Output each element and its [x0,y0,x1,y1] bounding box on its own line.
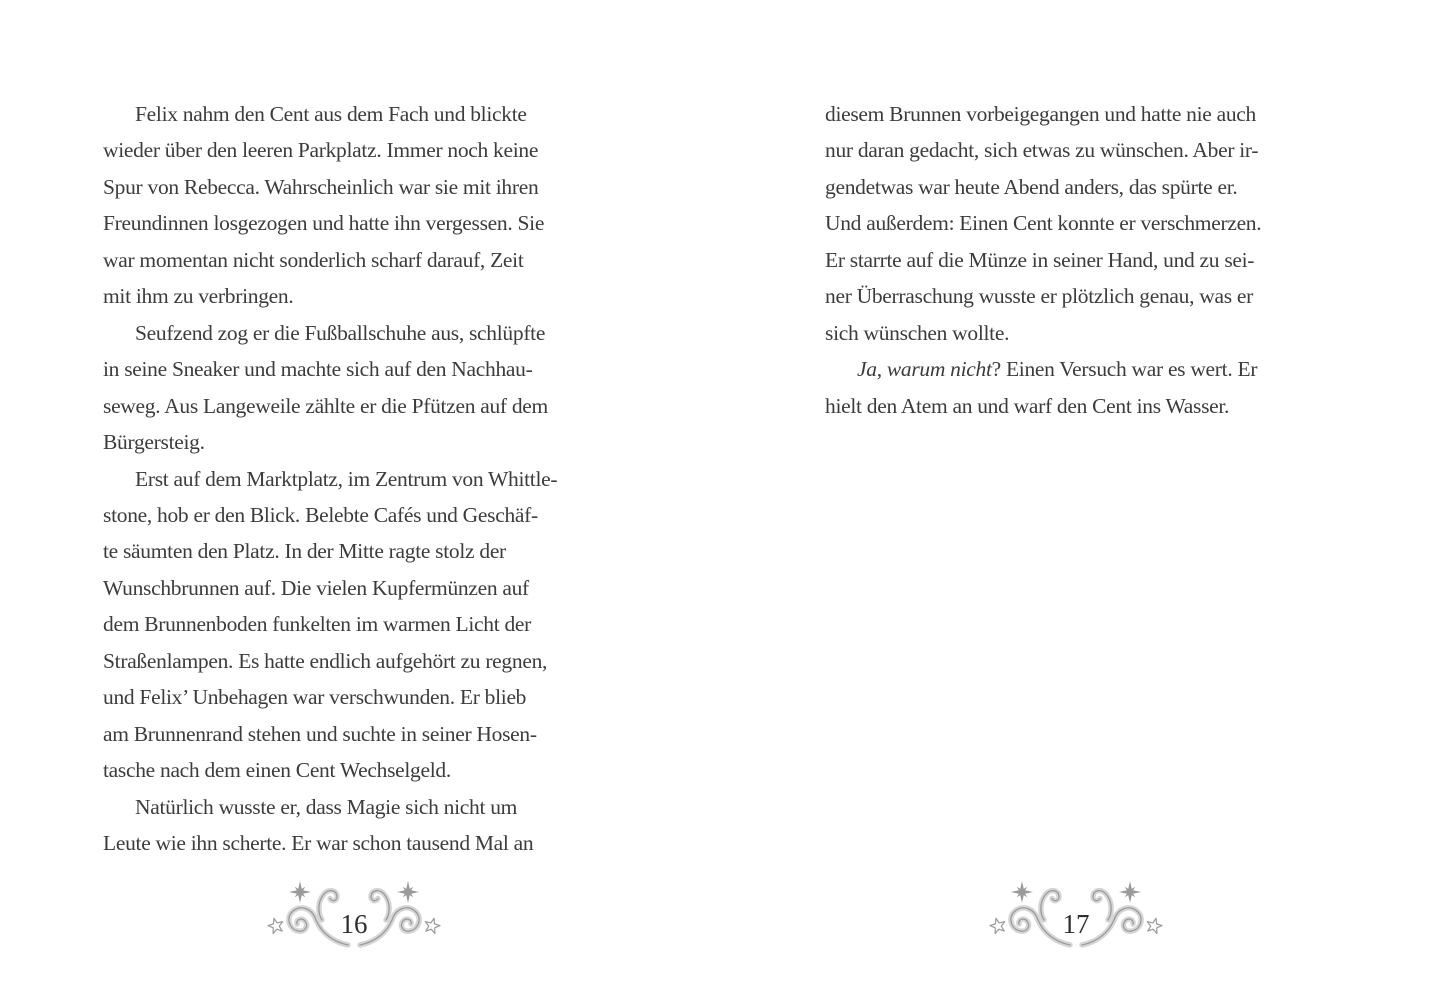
small-curl-icon [1041,891,1059,920]
text-line [825,96,1335,132]
text-segment: Wunschbrunnen auf. Die vielen Kupfermünzen auf [103,575,529,600]
page-left-footer [264,880,444,956]
text-line [103,497,613,533]
text-segment: Seufzend zog er die Fußballschuhe aus, schlüpfte [135,320,546,345]
text-line [103,716,613,752]
text-segment: Bürgersteig. [103,430,205,455]
text-line [825,351,1335,387]
text-segment: und Felix’ Unbehagen war verschwunden. Er blieb [103,685,527,710]
text-segment: Freundinnen losgezogen und hatte ihn vergessen. Sie [103,211,545,236]
text-line [103,96,613,132]
text-segment: ? Einen Versuch war es wert. Er [991,357,1258,382]
text-segment: Natürlich wusste er, dass Magie sich nicht um [135,794,518,819]
text-segment: dem Brunnenboden funkelten im warmen Licht der [103,612,532,637]
flourish-half-left [989,881,1070,945]
page-ornament [986,880,1166,956]
page-left [103,0,613,1000]
text-line [825,388,1335,424]
text-segment: gendetwas war heute Abend anders, das spürte er. [825,174,1238,199]
text-line [103,461,613,497]
text-segment: Spur von Rebecca. Wahrscheinlich war sie mit ihren [103,174,539,199]
page-right [825,0,1335,1000]
outline-star-icon [989,916,1007,934]
text-line [103,570,613,606]
page-right-footer [986,880,1166,956]
text-segment: ner Überraschung wusste er plötzlich genau, was er [825,284,1253,309]
text-line [103,132,613,168]
text-segment: Straßenlampen. Es hatte endlich aufgehört zu regnen, [103,648,548,673]
text-line [103,351,613,387]
text-segment: diesem Brunnen vorbeigegangen und hatte nie auch [825,102,1256,126]
text-line [825,242,1335,278]
text-line [103,825,613,861]
text-segment: Und außerdem: Einen Cent konnte er verschmerzen. [825,211,1262,236]
text-line [103,643,613,679]
text-line [103,752,613,788]
text-segment: sich wünschen wollte. [825,320,1010,345]
text-line [103,242,613,278]
text-line [825,315,1335,351]
page-right-text-column [825,96,1335,424]
text-segment: stone, hob er den Blick. Belebte Cafés und Geschäf- [103,502,538,527]
flourish-half-right [360,881,441,945]
page-left-text-column [103,96,613,862]
text-line [103,424,613,460]
small-curl-icon [319,891,337,920]
text-line [103,278,613,314]
text-segment: war momentan nicht sonderlich scharf darauf, Zeit [103,247,524,272]
text-segment: Erst auf dem Marktplatz, im Zentrum von Whittle- [135,466,558,491]
text-line [825,205,1335,241]
text-line [825,132,1335,168]
text-segment: am Brunnenrand stehen und suchte in seiner Hosen- [103,721,537,746]
text-line [103,789,613,825]
text-segment: mit ihm zu verbringen. [103,284,294,309]
text-line [825,278,1335,314]
text-line [103,606,613,642]
outline-star-icon [267,916,285,934]
flourish-half-right [1082,881,1163,945]
sparkle-star-icon [289,881,311,903]
text-segment: nur daran gedacht, sich etwas zu wünschen. Aber ir- [825,138,1259,163]
text-segment: in seine Sneaker und machte sich auf den Nachhau- [103,357,533,382]
text-segment: Felix nahm den Cent aus dem Fach und blickte [135,102,527,126]
text-segment: wieder über den leeren Parkplatz. Immer noch keine [103,138,539,163]
text-segment: te säumten den Platz. In der Mitte ragte stolz der [103,539,506,564]
page-ornament [264,880,444,956]
text-line [103,679,613,715]
text-line [103,533,613,569]
text-line [103,169,613,205]
flourish-half-left [267,881,348,945]
text-line [103,388,613,424]
text-segment: Er starrte auf die Münze in seiner Hand, und zu sei- [825,247,1255,272]
page-number-right: 17 [1062,909,1090,939]
text-segment-italic: Ja, warum nicht [857,357,992,382]
text-line [103,205,613,241]
text-segment: hielt den Atem an und warf den Cent ins Wasser. [825,393,1230,418]
text-line [103,315,613,351]
sparkle-star-icon [1011,881,1033,903]
text-segment: seweg. Aus Langeweile zählte er die Pfützen auf dem [103,393,548,418]
text-segment: tasche nach dem einen Cent Wechselgeld. [103,758,451,783]
text-segment: Leute wie ihn scherte. Er war schon tausend Mal an [103,831,534,856]
text-line [825,169,1335,205]
page-number-left: 16 [340,909,368,939]
